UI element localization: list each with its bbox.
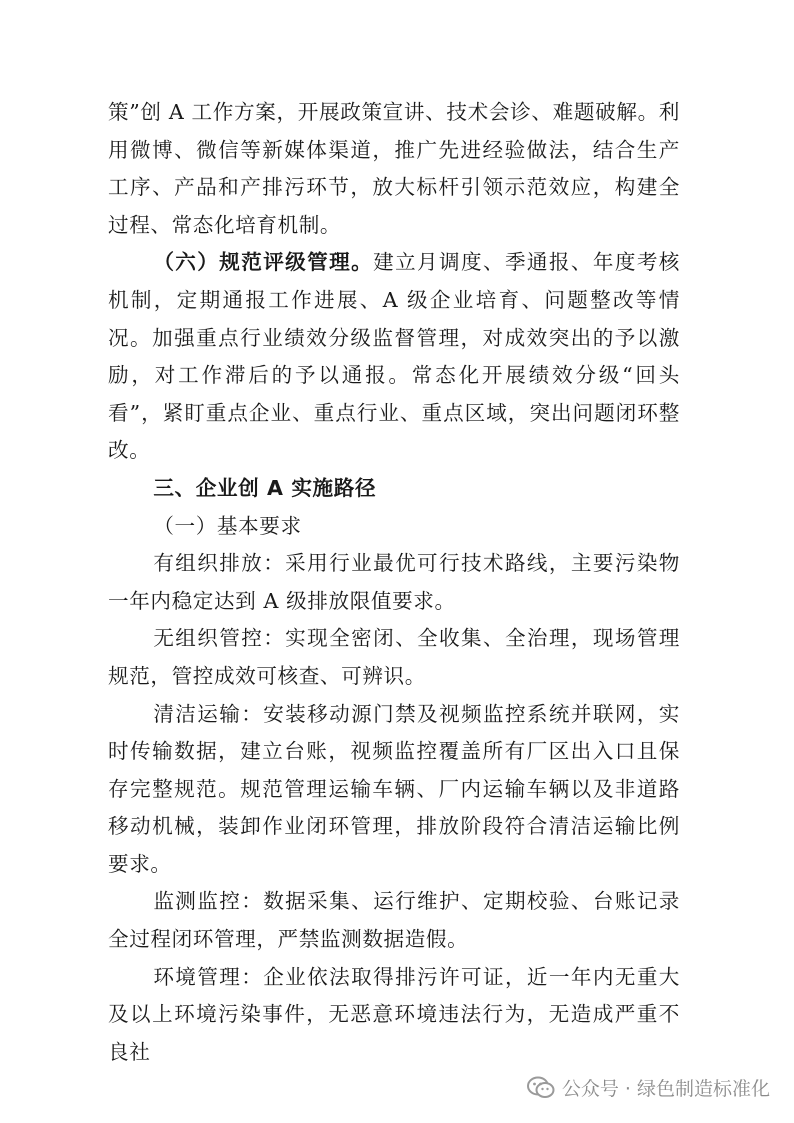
document-body <box>108 94 680 1071</box>
paragraph-organized-emission: 有组织排放：采用行业最优可行技术路线，主要污染物一年内稳定达到 A 级排放限值要求。 <box>108 551 680 613</box>
subsection-heading-basic-requirements: （一）基本要求 <box>153 513 302 538</box>
section-heading-six: （六）规范评级管理。 <box>153 250 374 275</box>
paragraph-text: 建立月调度、季通报、年度考核机制，定期通报工作进展、A 级企业培育、问题整改等情况。加强重点行业绩效分级监督管理，对成效突出的予以激励，对工作滞后的予以通报。常态化开展绩效分级“回头看”，紧盯重点企业、重点行业、重点区域，突出问题闭环整改。 <box>108 250 680 463</box>
paragraph-monitoring: 监测监控：数据采集、运行维护、定期校验、台账记录全过程闭环管理，严禁监测数据造假。 <box>108 889 680 952</box>
watermark-text: 公众号 · 绿色制造标准化 <box>561 1078 770 1100</box>
watermark <box>526 1074 770 1101</box>
paragraph-unorganized-control: 无组织管控：实现全密闭、全收集、全治理，现场管理规范，管控成效可核查、可辨识。 <box>108 626 680 688</box>
paragraph-evaluation-management <box>108 244 680 470</box>
paragraph-continuation: 策”创 A 工作方案，开展政策宣讲、技术会诊、难题破解。利用微博、微信等新媒体渠道，推广先进经验做法，结合生产工序、产品和产排污环节，放大标杆引领示范效应，构建全过程、常态化培育机制。 <box>108 100 680 237</box>
paragraph-clean-transport: 清洁运输：安装移动源门禁及视频监控系统并联网，实时传输数据，建立台账，视频监控覆盖所有厂区出入口且保存完整规范。规范管理运输车辆、厂内运输车辆以及非道路移动机械，装卸作业闭环管理，排放阶段符合清洁运输比例要求。 <box>108 701 680 876</box>
wechat-icon <box>526 1075 556 1101</box>
chapter-heading-three: 三、企业创 A 实施路径 <box>153 475 377 500</box>
paragraph-environment-management: 环境管理：企业依法取得排污许可证，近一年内无重大及以上环境污染事件，无恶意环境违法行为，无造成严重不良社 <box>108 964 680 1064</box>
